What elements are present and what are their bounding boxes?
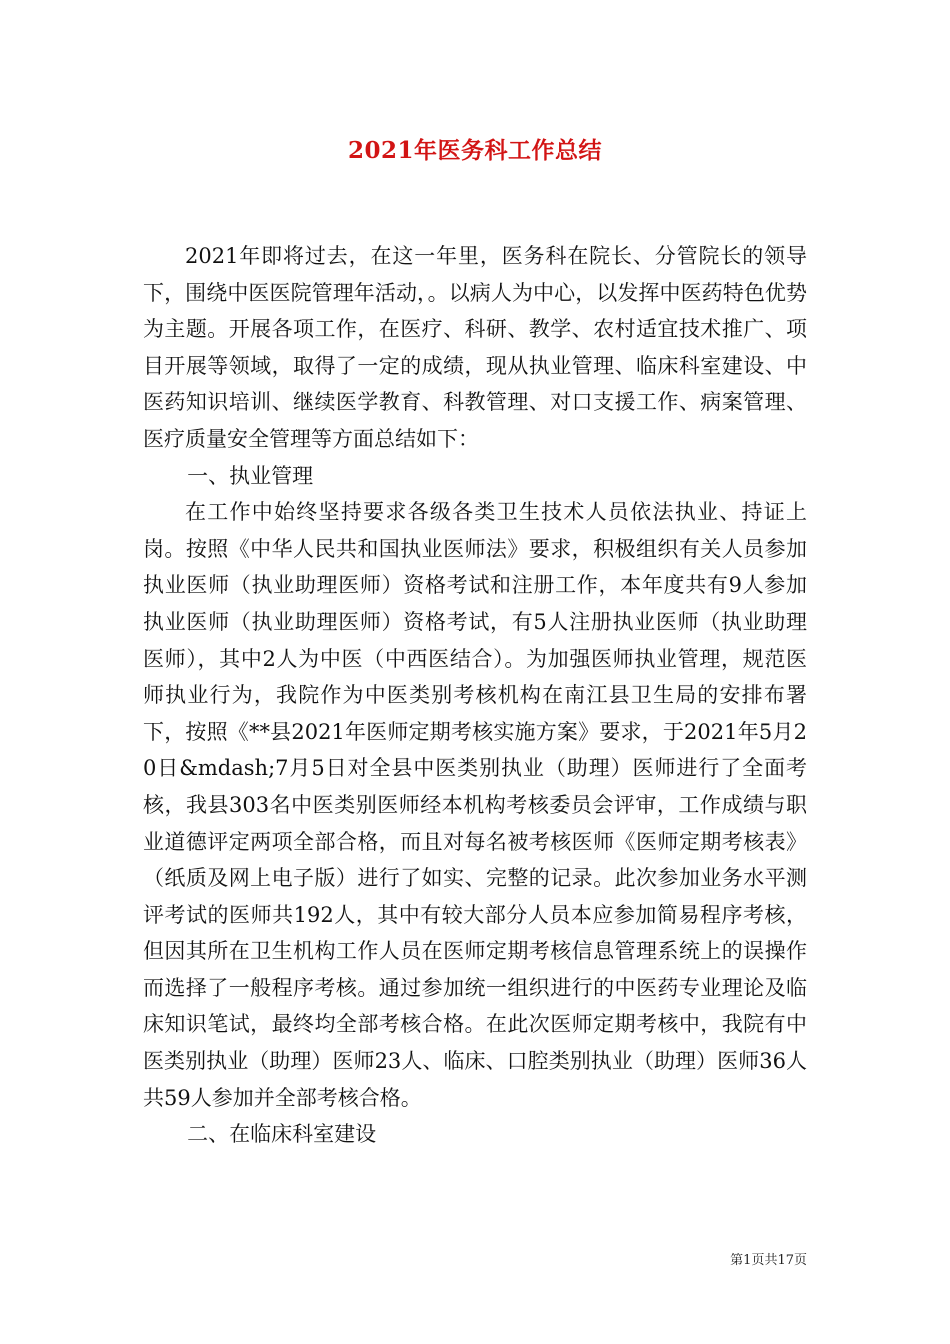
section-heading-practice-management: 一、执业管理 bbox=[187, 463, 314, 488]
practice-management-paragraph: 在工作中始终坚持要求各级各类卫生技术人员依法执业、持证上岗。按照《中华人民共和国执业医师法》要求，积极组织有关人员参加执业医师（执业助理医师）资格考试和注册工作，本年度共有9人参加执业医师（执业助理医师）资格考试，有5人注册执业医师（执业助理医师），其中2人为中医（中西医结合）。为加强医师执业管理，规范医师执业行为，我院作为中医类别考核机构在南江县卫生局的安排布署下，按照《**县2021年医师定期考核实施方案》要求，于2021年5月20日&mdash;7月5日对全县中医类别执业（助理）医师进行了全面考核，我县303名中医类别医师经本机构考核委员会评审，工作成绩与职业道德评定两项全部合格，而且对每名被考核医师《医师定期考核表》（纸质及网上电子版）进行了如实、完整的记录。此次参加业务水平测评考试的医师共192人，其中有较大部分人员本应参加简易程序考核，但因其所在卫生机构工作人员在医师定期考核信息管理系统上的误操作而选择了一般程序考核。通过参加统一组织进行的中医药专业理论及临床知识笔试，最终均全部考核合格。在此次医师定期考核中，我院有中医类别执业（助理）医师23人、临床、口腔类别执业（助理）医师36人共59人参加并全部考核合格。 bbox=[143, 500, 807, 1110]
section-heading-clinical-department: 二、在临床科室建设 bbox=[187, 1122, 377, 1147]
page-number-footer: 第1页共17页 bbox=[730, 1253, 807, 1268]
document-body bbox=[143, 238, 807, 1153]
intro-paragraph: 2021年即将过去，在这一年里，医务科在院长、分管院长的领导下，围绕中医医院管理年活动，。以病人为中心，以发挥中医药特色优势为主题。开展各项工作，在医疗、科研、教学、农村适宜技术推广、项目开展等领域，取得了一定的成绩，现从执业管理、临床科室建设、中医药知识培训、继续医学教育、科教管理、对口支援工作、病案管理、医疗质量安全管理等方面总结如下： bbox=[143, 244, 807, 451]
document-title: 2021年医务科工作总结 bbox=[347, 137, 602, 164]
